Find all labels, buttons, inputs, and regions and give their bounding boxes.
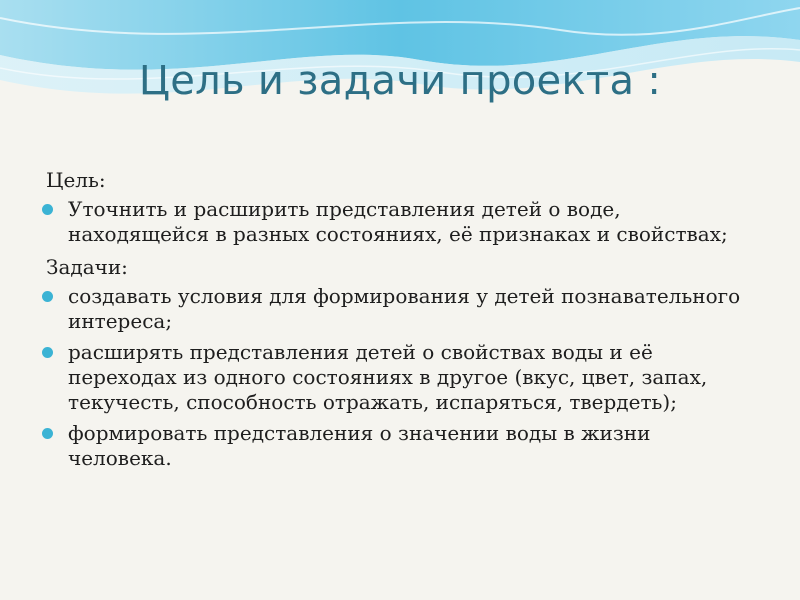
list-item [40, 197, 760, 247]
bullet-dot-icon [42, 291, 53, 302]
tasks-list [40, 284, 760, 471]
goal-list [40, 197, 760, 247]
bullet-dot-icon [42, 428, 53, 439]
goal-label: Цель: [46, 168, 106, 192]
list-item-text: расширять представления детей о свойствах воды и её переходах из одного состояниях в другое (вкус, цвет, запах, текучесть, способность отражать, испаряться, твердеть); [68, 340, 708, 414]
list-item [40, 284, 760, 334]
slide-content [40, 168, 760, 479]
list-item-text: создавать условия для формирования у детей познавательного интереса; [68, 284, 741, 333]
list-item-text: Уточнить и расширить представления детей о воде, находящейся в разных состояниях, её признаках и свойствах; [68, 197, 728, 246]
list-item-text: формировать представления о значении воды в жизни человека. [68, 421, 651, 470]
bullet-dot-icon [42, 204, 53, 215]
tasks-label: Задачи: [46, 255, 128, 279]
list-item [40, 340, 760, 415]
slide-title: Цель и задачи проекта : [138, 58, 662, 104]
list-item [40, 421, 760, 471]
bullet-dot-icon [42, 347, 53, 358]
